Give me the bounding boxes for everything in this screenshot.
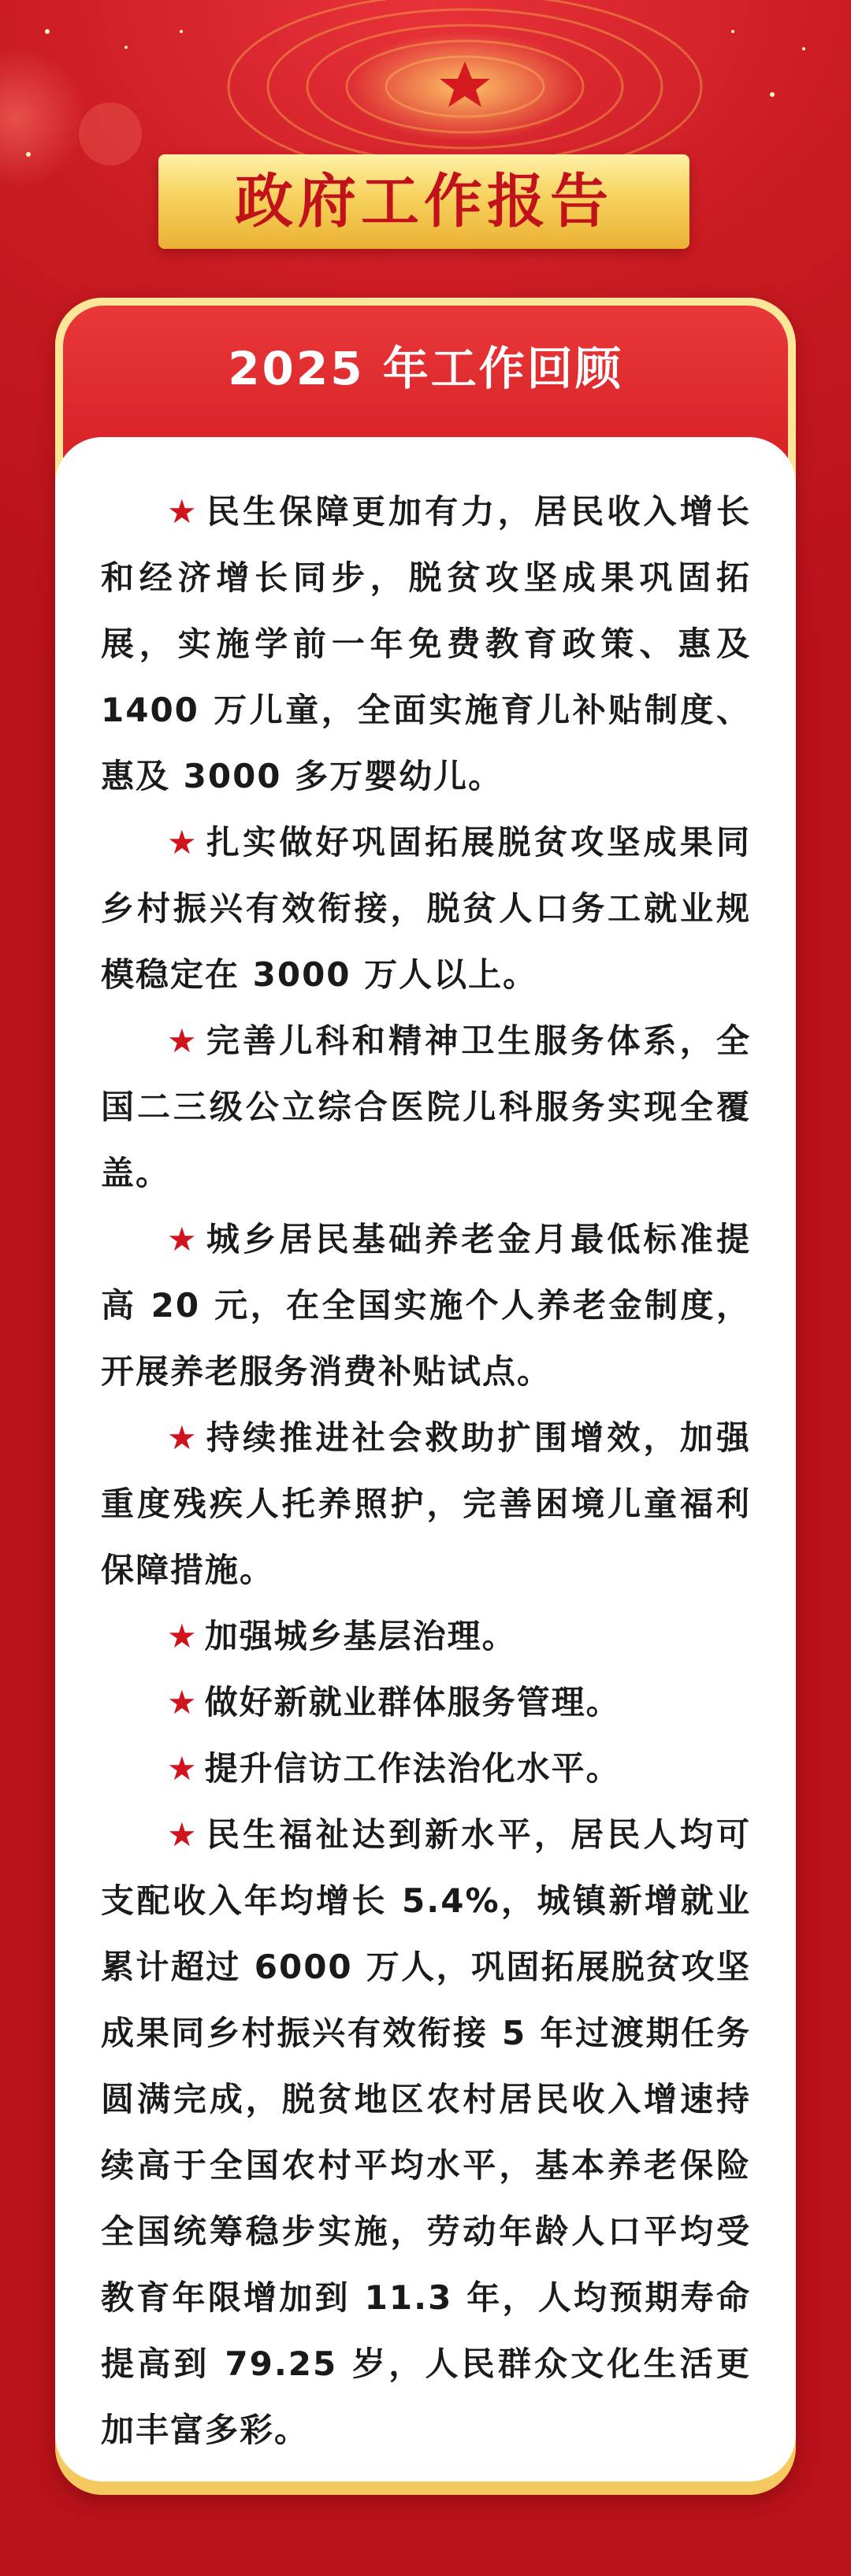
review-content: [101, 479, 751, 2463]
list-item: [101, 1670, 751, 1736]
list-item: [101, 810, 751, 1008]
item-text: 完善儿科和精神卫生服务体系，全国二三级公立综合医院儿科服务实现全覆盖。: [101, 1021, 751, 1192]
item-text: 城乡居民基础养老金月最低标准提高 20 元，在全国实施个人养老金制度，开展养老服务消费补贴试点。: [101, 1220, 751, 1391]
list-item: [101, 1008, 751, 1206]
star-icon: ★: [167, 1683, 199, 1722]
list-item: [101, 479, 751, 810]
star-icon: ★: [167, 823, 200, 862]
list-item: [101, 1736, 751, 1802]
item-text: 扎实做好巩固拓展脱贫攻坚成果同乡村振兴有效衔接，脱贫人口务工就业规模稳定在 3000 万人以上。: [101, 823, 751, 994]
list-item: [101, 1206, 751, 1405]
star-icon: ★: [167, 1220, 200, 1258]
report-title-banner: [158, 154, 689, 249]
list-item: [101, 1603, 751, 1670]
item-text: 做好新就业群体服务管理。: [204, 1683, 621, 1722]
item-text: 民生福祉达到新水平，居民人均可支配收入年均增长 5.4%，城镇新增就业累计超过 6000 万人，巩固拓展脱贫攻坚成果同乡村振兴有效衔接 5 年过渡期任务圆满完成，脱贫地区农村居民收入增速持续高于全国农村平均水平，基本养老保险全国统筹稳步实施，劳动年龄人口平均受教育年限增加到 11.3 年，人均预期寿命提高到 79.25 岁，人民群众文化生活更加丰富多彩。: [101, 1815, 751, 2449]
item-text: 提升信访工作法治化水平。: [204, 1749, 621, 1788]
list-item: [101, 1405, 751, 1603]
star-icon: ★: [167, 1418, 200, 1457]
card-heading: 2025 年工作回顾: [228, 342, 623, 395]
report-title: 政府工作报告: [235, 168, 613, 235]
star-icon: ★: [167, 492, 200, 531]
star-icon: ★: [167, 1815, 200, 1854]
star-icon: ★: [167, 1749, 199, 1788]
item-text: 民生保障更加有力，居民收入增长和经济增长同步，脱贫攻坚成果巩固拓展，实施学前一年免费教育政策、惠及 1400 万儿童，全面实施育儿补贴制度、惠及 3000 多万婴幼儿。: [101, 492, 751, 795]
star-icon: ★: [167, 1021, 200, 1060]
star-icon: ★: [167, 1617, 199, 1655]
list-item: [101, 1802, 751, 2463]
item-text: 持续推进社会救助扩围增效，加强重度残疾人托养照护，完善困境儿童福利保障措施。: [101, 1418, 751, 1589]
item-text: 加强城乡基层治理。: [204, 1617, 517, 1655]
